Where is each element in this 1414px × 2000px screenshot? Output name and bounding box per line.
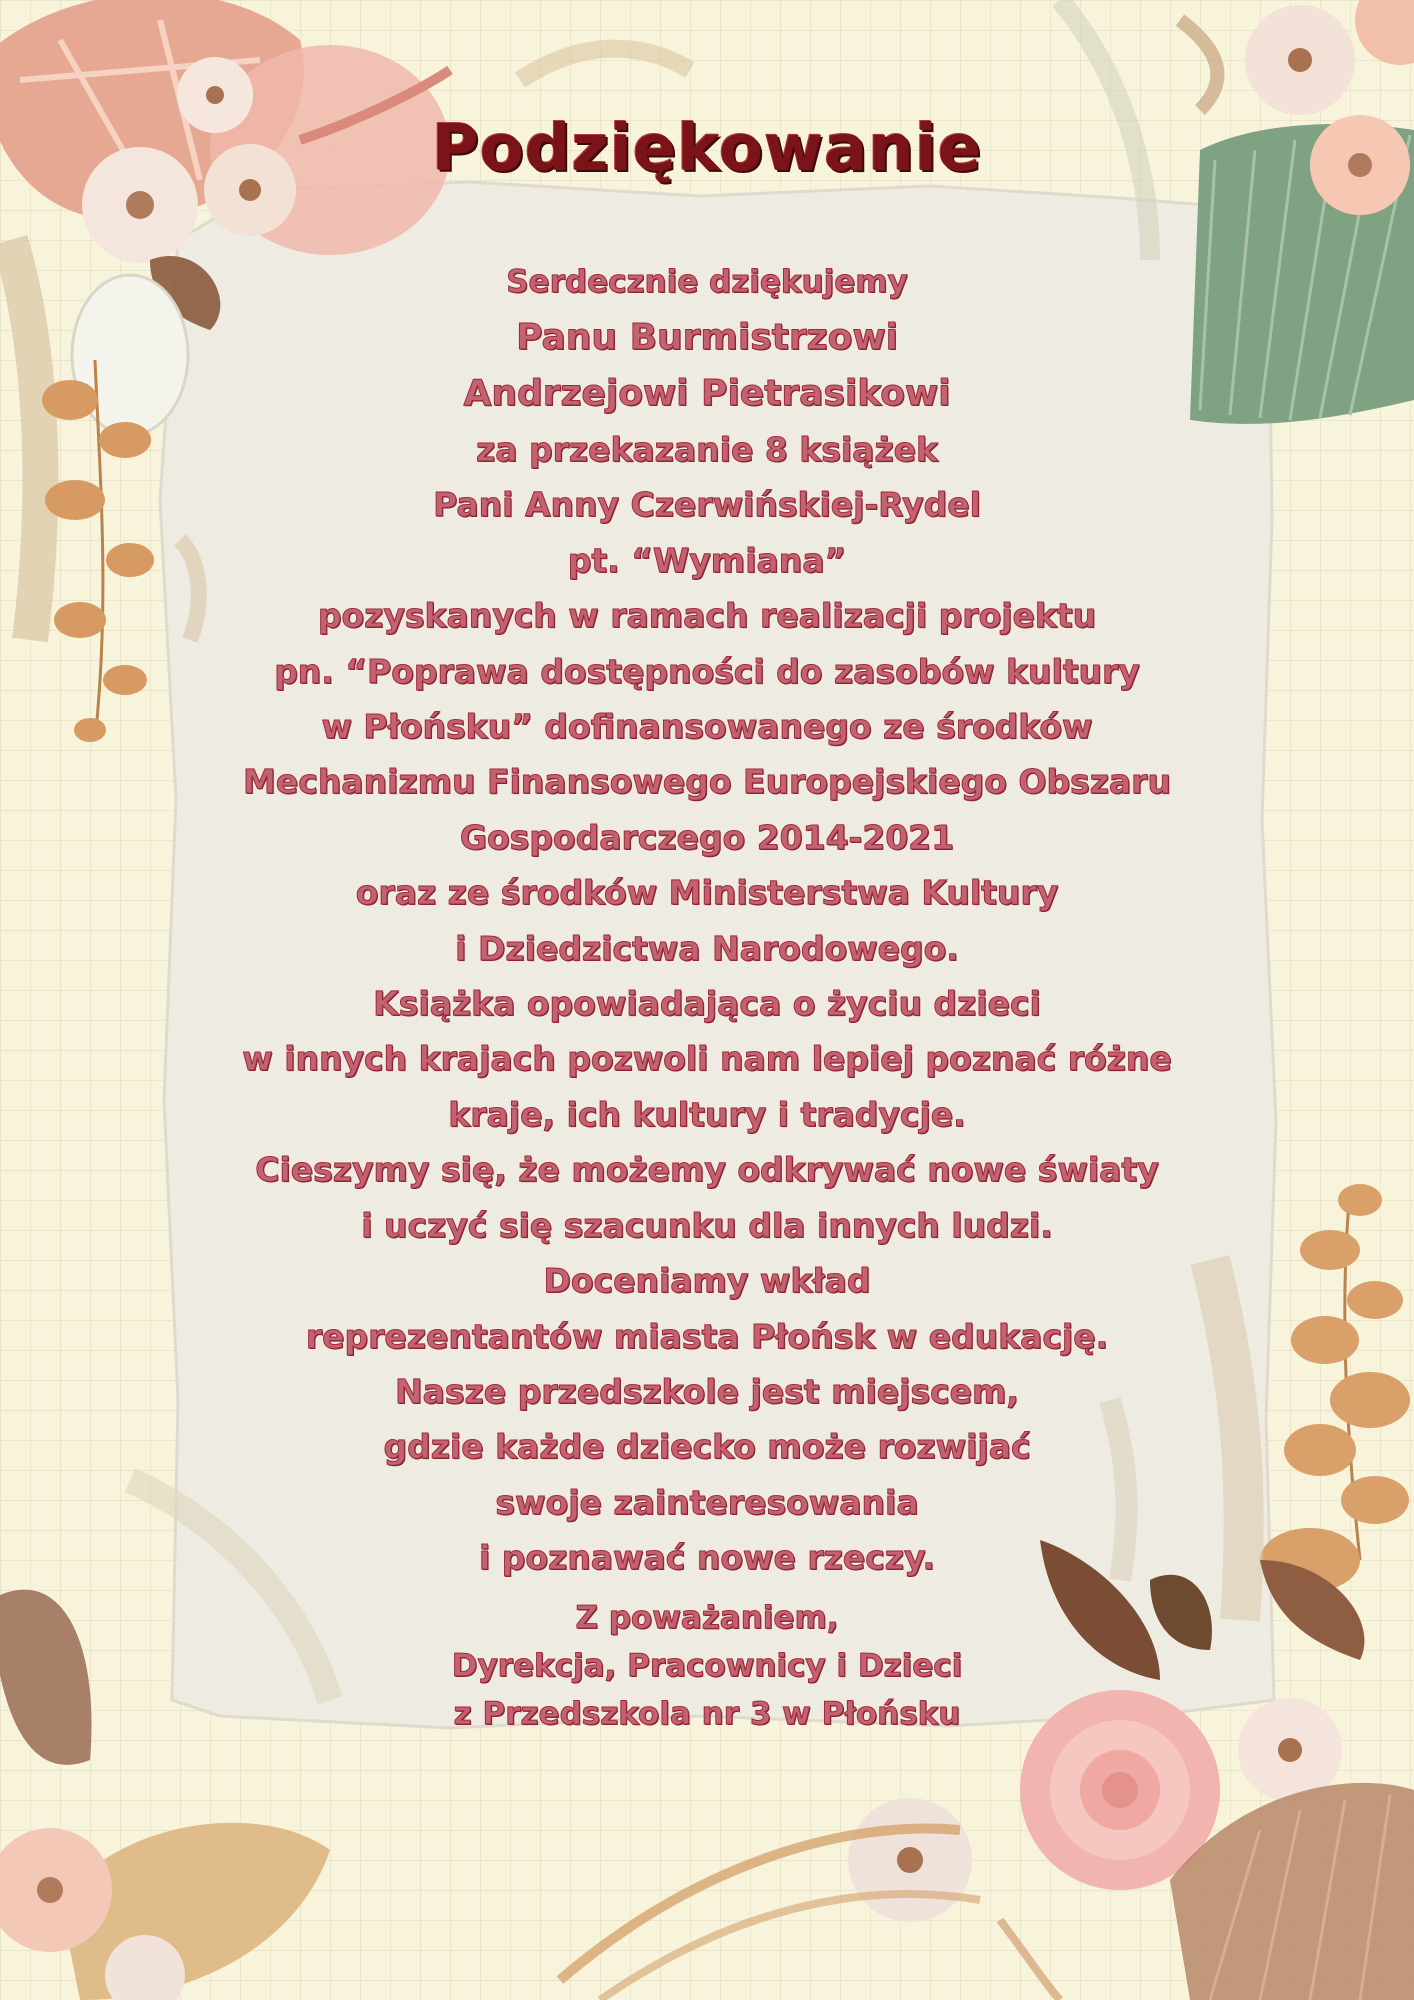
text-line: Nasze przedszkole jest miejscem, — [395, 1371, 1019, 1411]
page-title: Podziękowanie — [431, 112, 983, 186]
text-line: w innych krajach pozwoli nam lepiej poznać różne — [242, 1039, 1172, 1079]
text-line: Książka opowiadająca o życiu dzieci — [373, 984, 1041, 1024]
eucalyptus-branch-icon — [1260, 1184, 1410, 1592]
text-line: gdzie każde dziecko może rozwijać — [383, 1427, 1031, 1467]
text-line: Gospodarczego 2014-2021 — [459, 817, 955, 857]
signature-line: z Przedszkola nr 3 w Płońsku — [453, 1695, 961, 1732]
text-line: Pani Anny Czerwińskiej-Rydel — [433, 485, 981, 525]
text-line: Serdecznie dziękujemy — [506, 264, 908, 300]
text-line: kraje, ich kultury i tradycje. — [448, 1094, 966, 1134]
text-line: Panu Burmistrzowi — [516, 317, 898, 358]
text-line: Cieszymy się, że możemy odkrywać nowe światy — [255, 1150, 1159, 1190]
text-line: pozyskanych w ramach realizacji projektu — [317, 596, 1097, 636]
text-line: Andrzejowi Pietrasikowi — [463, 373, 951, 414]
text-line: swoje zainteresowania — [495, 1482, 919, 1522]
text-line: w Płońsku” dofinansowanego ze środków — [321, 707, 1093, 747]
letter-body — [150, 254, 1264, 1738]
text-line: za przekazanie 8 książek — [476, 430, 938, 469]
text-line: i poznawać nowe rzeczy. — [478, 1538, 936, 1578]
text-line: pt. “Wymiana” — [567, 540, 847, 580]
text-line: i Dziedzictwa Narodowego. — [455, 928, 959, 968]
text-line: oraz ze środków Ministerstwa Kultury — [355, 873, 1059, 913]
text-line: Mechanizmu Finansowego Europejskiego Obszaru — [243, 762, 1171, 802]
text-line: i uczyć się szacunku dla innych ludzi. — [361, 1205, 1053, 1245]
signature-line: Dyrekcja, Pracownicy i Dzieci — [451, 1647, 963, 1684]
text-line: Doceniamy wkład — [543, 1261, 871, 1301]
signature-line: Z poważaniem, — [575, 1599, 839, 1636]
text-line: reprezentantów miasta Płońsk w edukację. — [305, 1316, 1109, 1356]
text-line: pn. “Poprawa dostępności do zasobów kultury — [274, 651, 1140, 691]
pampas-grass-icon — [10, 240, 40, 640]
